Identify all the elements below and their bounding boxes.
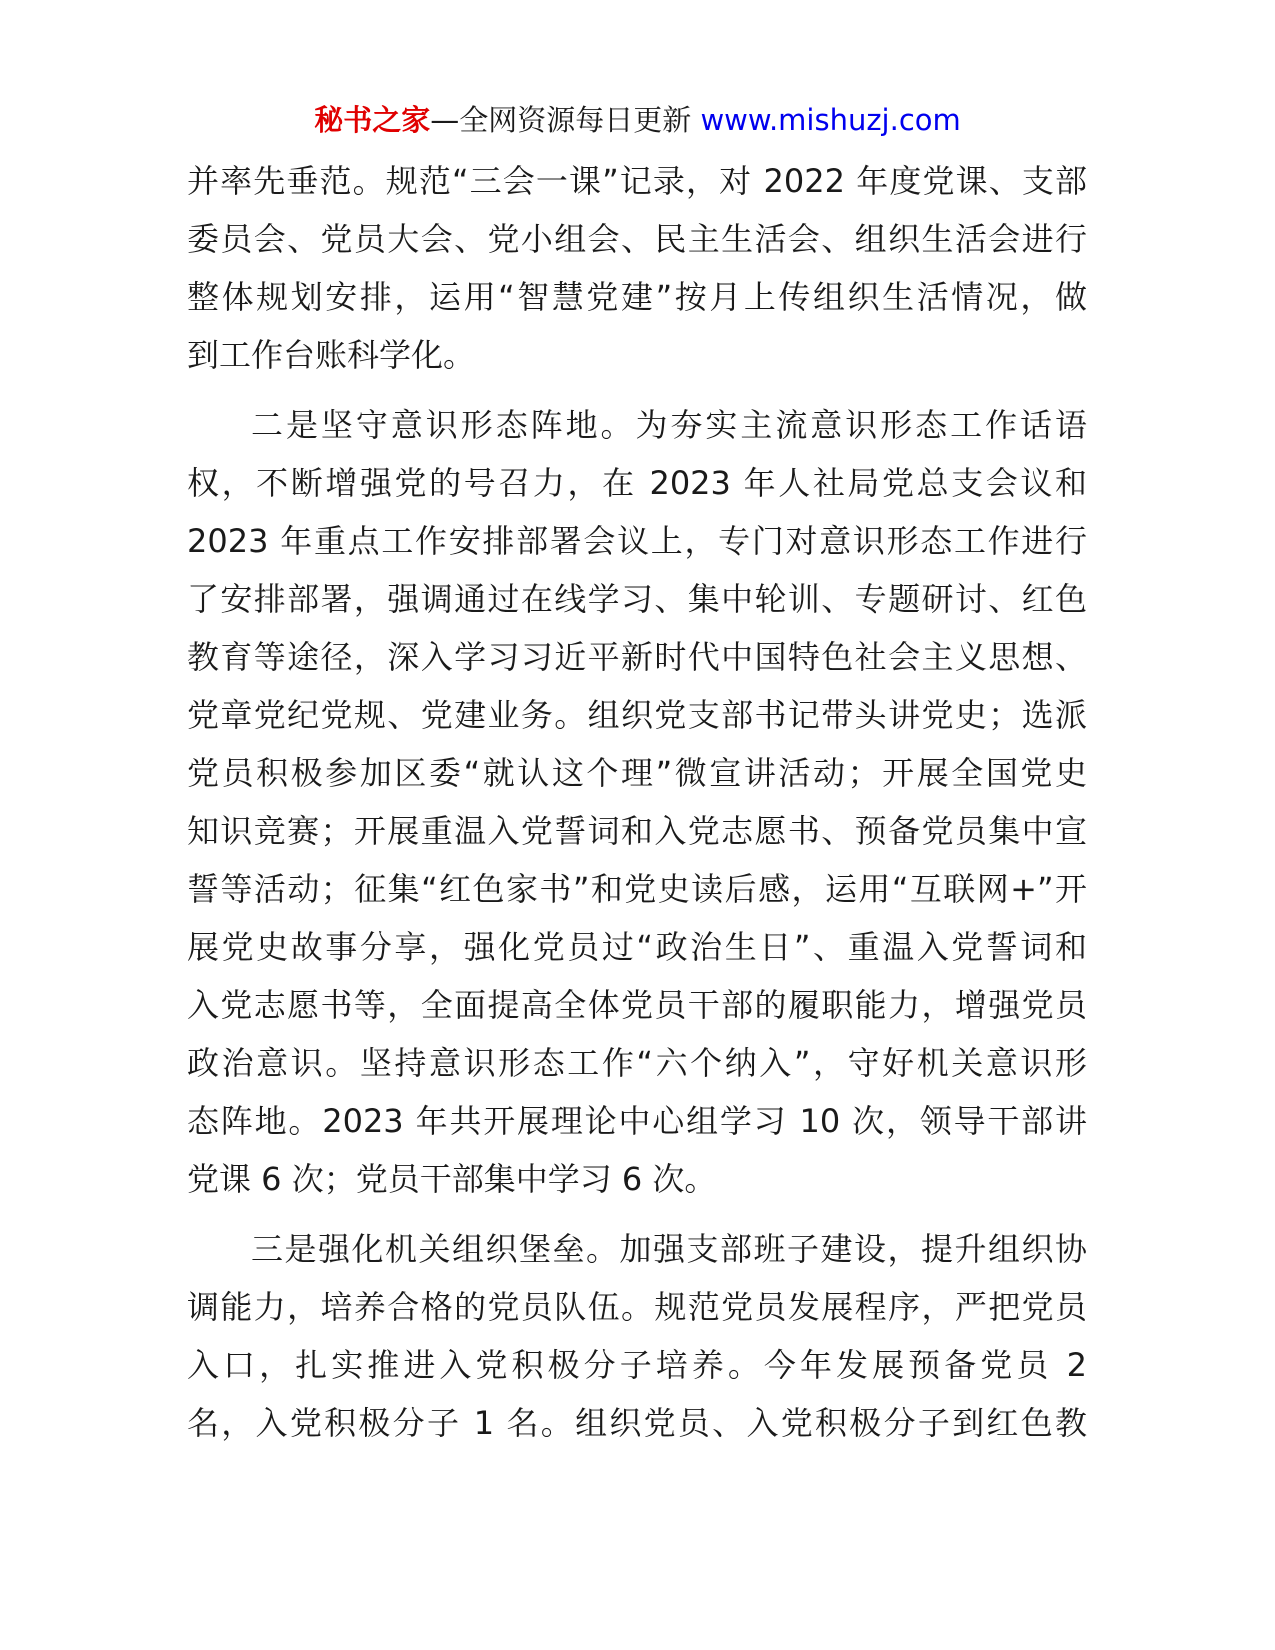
document-body bbox=[187, 152, 1087, 1464]
text-line: 知识竞赛；开展重温入党誓词和入党志愿书、预备党员集中宣 bbox=[187, 812, 1087, 850]
text-line: 整体规划安排，运用“智慧党建”按月上传组织生活情况，做 bbox=[187, 278, 1087, 316]
text-line: 态阵地。2023 年共开展理论中心组学习 10 次，领导干部讲 bbox=[187, 1102, 1087, 1140]
text-line: 党员积极参加区委“就认这个理”微宣讲活动；开展全国党史 bbox=[187, 754, 1087, 792]
brand-name: 秘书之家 bbox=[314, 103, 431, 137]
text-line: 名，入党积极分子 1 名。组织党员、入党积极分子到红色教 bbox=[187, 1404, 1087, 1442]
text-line: 入党志愿书等，全面提高全体党员干部的履职能力，增强党员 bbox=[187, 986, 1087, 1024]
text-line: 二是坚守意识形态阵地。为夯实主流意识形态工作话语 bbox=[251, 406, 1087, 444]
paragraph-3 bbox=[187, 1220, 1087, 1452]
text-line: 权，不断增强党的号召力，在 2023 年人社局党总支会议和 bbox=[187, 464, 1087, 502]
text-line: 政治意识。坚持意识形态工作“六个纳入”，守好机关意识形 bbox=[187, 1044, 1087, 1082]
text-line: 到工作台账科学化。 bbox=[187, 336, 476, 374]
text-line: 三是强化机关组织堡垒。加强支部班子建设，提升组织协 bbox=[251, 1230, 1087, 1268]
header-tagline: —全网资源每日更新 bbox=[430, 103, 692, 137]
text-line: 教育等途径，深入学习习近平新时代中国特色社会主义思想、 bbox=[187, 638, 1087, 676]
website-link[interactable]: www.mishuzj.com bbox=[700, 103, 961, 137]
text-line: 并率先垂范。规范“三会一课”记录，对 2022 年度党课、支部 bbox=[187, 162, 1087, 200]
text-line: 展党史故事分享，强化党员过“政治生日”、重温入党誓词和 bbox=[187, 928, 1087, 966]
text-line: 誓等活动；征集“红色家书”和党史读后感，运用“互联网+”开 bbox=[187, 870, 1087, 908]
text-line: 党课 6 次；党员干部集中学习 6 次。 bbox=[187, 1160, 717, 1198]
text-line: 入口，扎实推进入党积极分子培养。今年发展预备党员 2 bbox=[187, 1346, 1087, 1384]
paragraph-2 bbox=[187, 396, 1087, 1208]
paragraph-1 bbox=[187, 152, 1087, 384]
text-line: 了安排部署，强调通过在线学习、集中轮训、专题研讨、红色 bbox=[187, 580, 1087, 618]
text-line: 党章党纪党规、党建业务。组织党支部书记带头讲党史；选派 bbox=[187, 696, 1087, 734]
text-line: 2023 年重点工作安排部署会议上，专门对意识形态工作进行 bbox=[187, 522, 1087, 560]
text-line: 委员会、党员大会、党小组会、民主生活会、组织生活会进行 bbox=[187, 220, 1087, 258]
text-line: 调能力，培养合格的党员队伍。规范党员发展程序，严把党员 bbox=[187, 1288, 1087, 1326]
page-header bbox=[0, 100, 1275, 140]
